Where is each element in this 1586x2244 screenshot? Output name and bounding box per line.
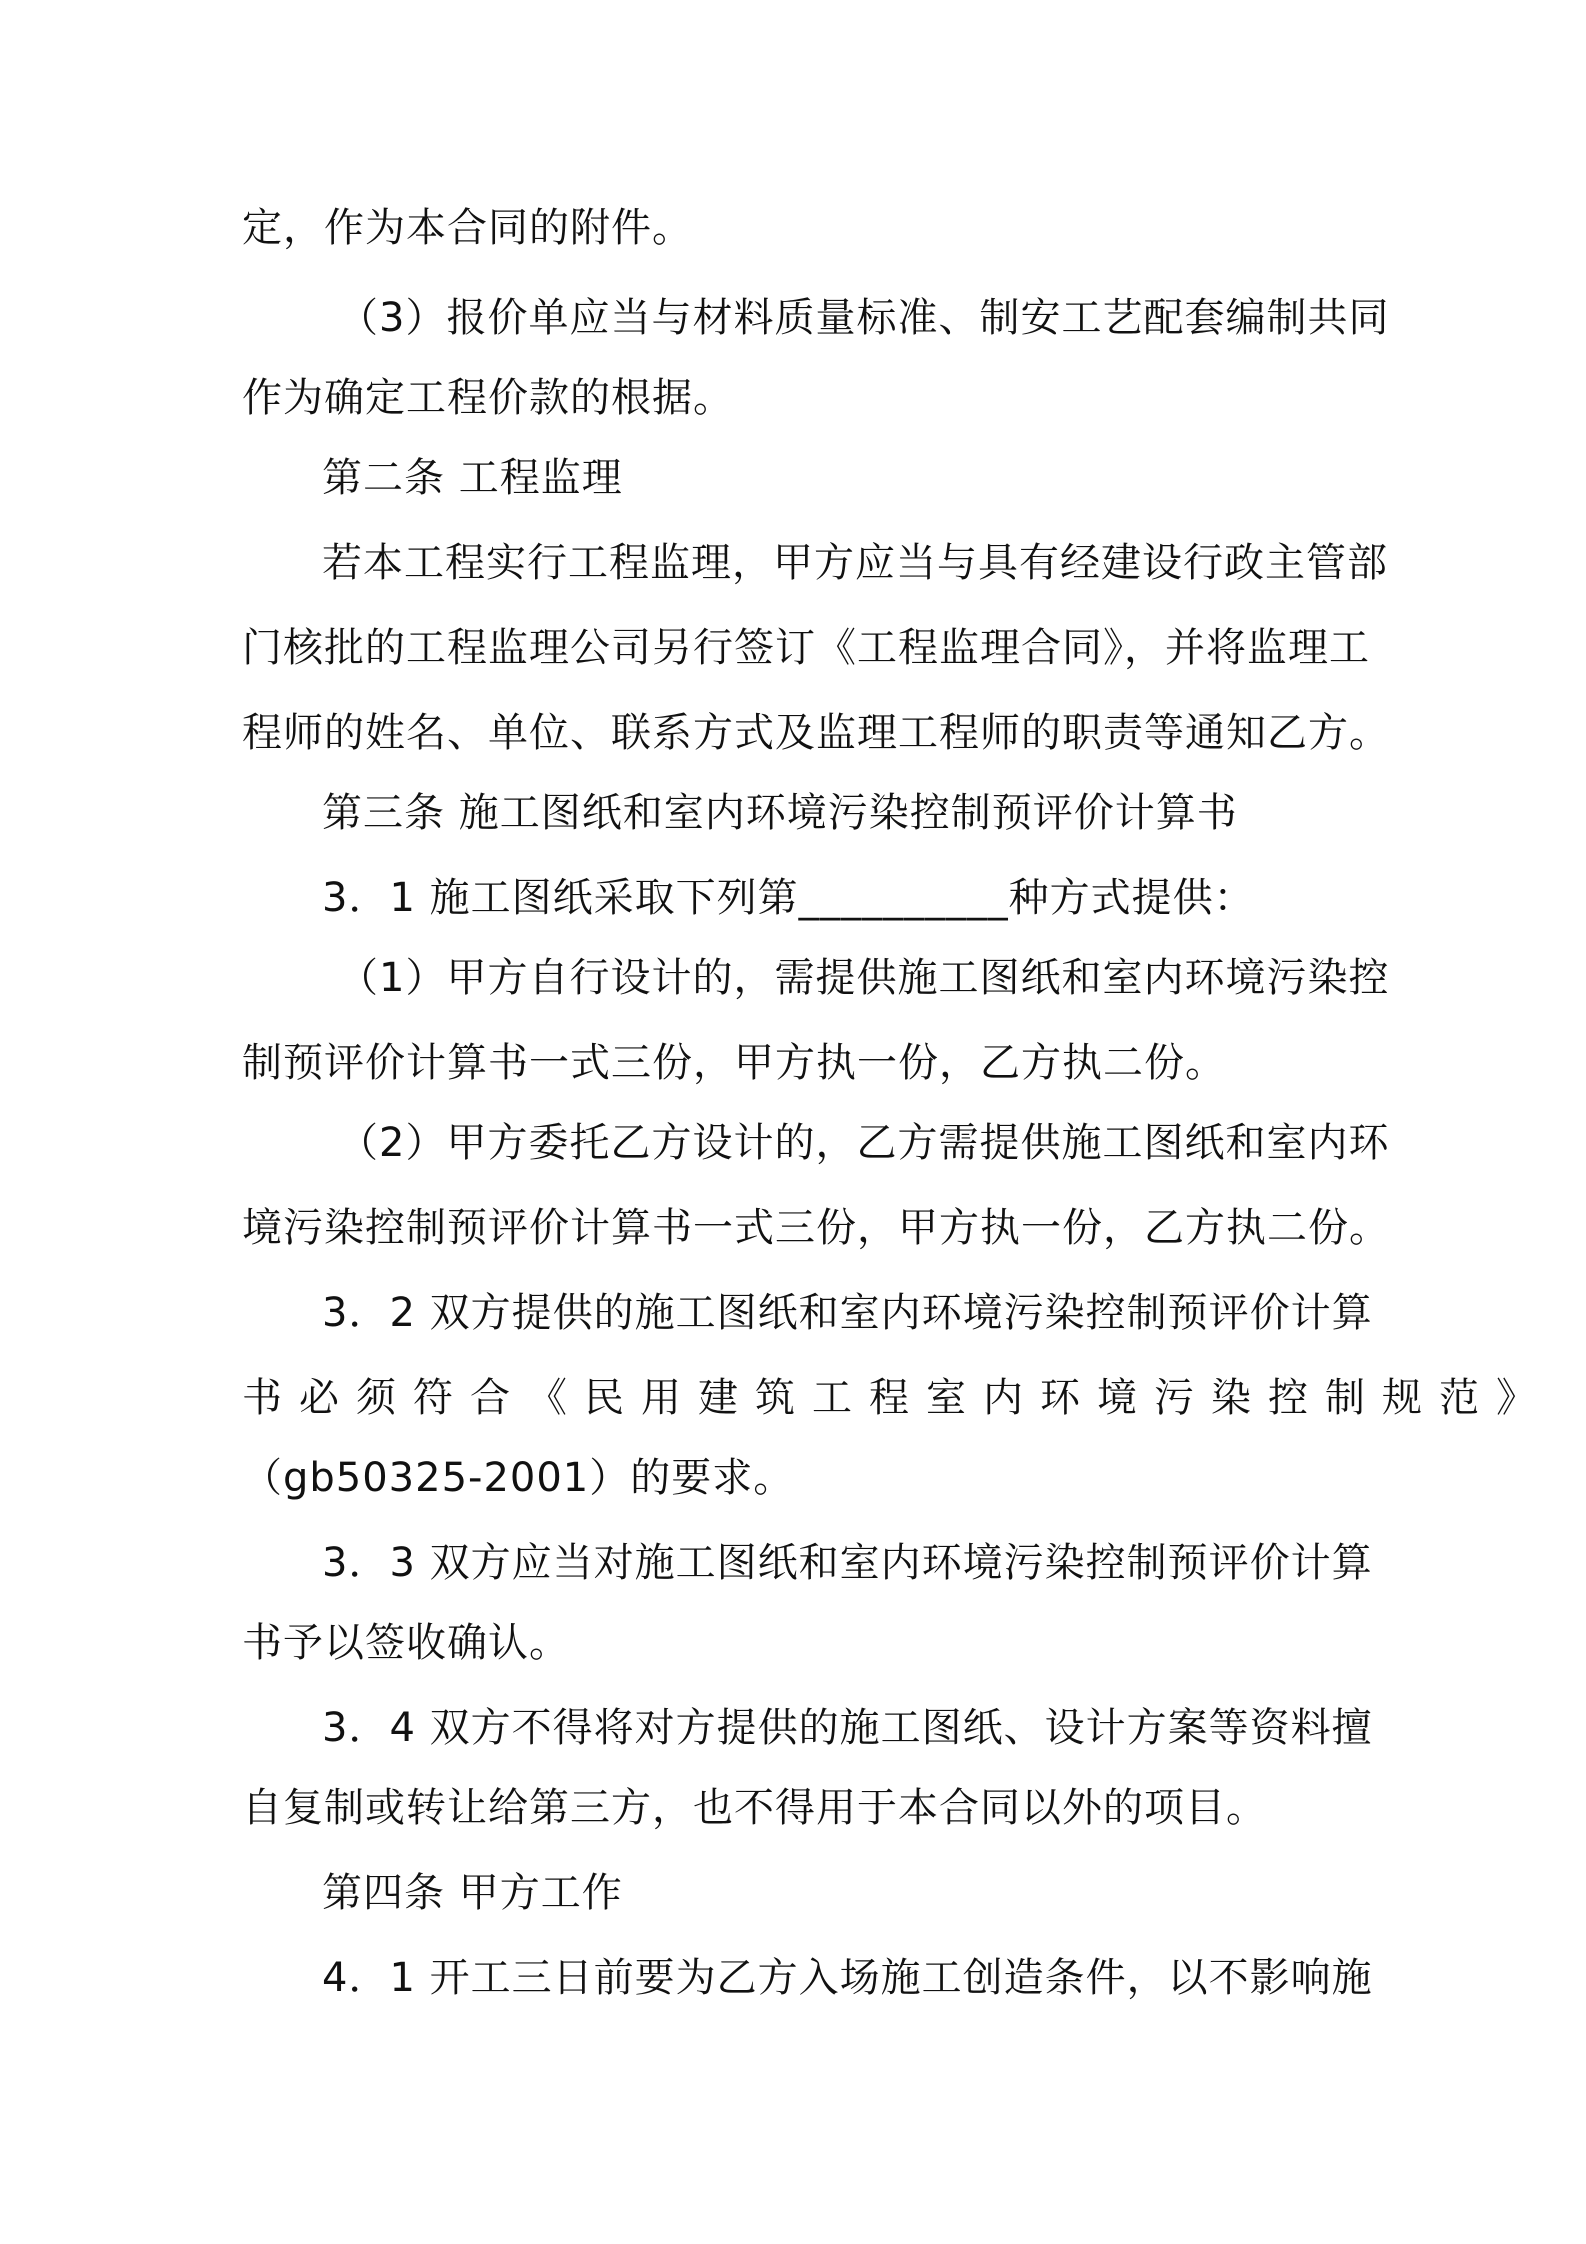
section-3-3-line: 书予以签收确认。 (242, 1620, 570, 1666)
article-heading-3: 第三条 施工图纸和室内环境污染控制预评价计算书 (322, 790, 1238, 836)
section-3-2-line: 书必须符合《民用建筑工程室内环境污染控制规范》 (242, 1375, 1553, 1421)
section-3-2: 3．2 双方提供的施工图纸和室内环境污染控制预评价计算 (322, 1290, 1373, 1336)
section-4-1: 4．1 开工三日前要为乙方入场施工创造条件，以不影响施 (322, 1955, 1373, 2001)
text-line: 作为确定工程价款的根据。 (242, 375, 734, 421)
item-1-line: （1）甲方自行设计的，需提供施工图纸和室内环境污染控 (338, 955, 1390, 1001)
section-3-3: 3．3 双方应当对施工图纸和室内环境污染控制预评价计算 (322, 1540, 1373, 1586)
paragraph-line: 程师的姓名、单位、联系方式及监理工程师的职责等通知乙方。 (242, 710, 1390, 756)
section-3-4-line: 自复制或转让给第三方，也不得用于本合同以外的项目。 (242, 1785, 1267, 1831)
text-line: 定，作为本合同的附件。 (242, 205, 693, 251)
item-2-line: （2）甲方委托乙方设计的，乙方需提供施工图纸和室内环 (338, 1120, 1390, 1166)
section-3-2-line: （gb50325-2001）的要求。 (242, 1455, 795, 1501)
section-3-1: 3．1 施工图纸采取下列第__________种方式提供： (322, 875, 1255, 921)
article-heading-2: 第二条 工程监理 (322, 455, 623, 501)
section-3-4: 3．4 双方不得将对方提供的施工图纸、设计方案等资料擅 (322, 1705, 1373, 1751)
paragraph-line: 门核批的工程监理公司另行签订《工程监理合同》，并将监理工 (242, 625, 1370, 671)
article-heading-4: 第四条 甲方工作 (322, 1870, 623, 1916)
item-1-line: 制预评价计算书一式三份，甲方执一份，乙方执二份。 (242, 1040, 1226, 1086)
paragraph-line: 若本工程实行工程监理，甲方应当与具有经建设行政主管部 (322, 540, 1388, 586)
item-2-line: 境污染控制预评价计算书一式三份，甲方执一份，乙方执二份。 (242, 1205, 1390, 1251)
clause-3-line: （3）报价单应当与材料质量标准、制安工艺配套编制共同 (338, 295, 1390, 341)
